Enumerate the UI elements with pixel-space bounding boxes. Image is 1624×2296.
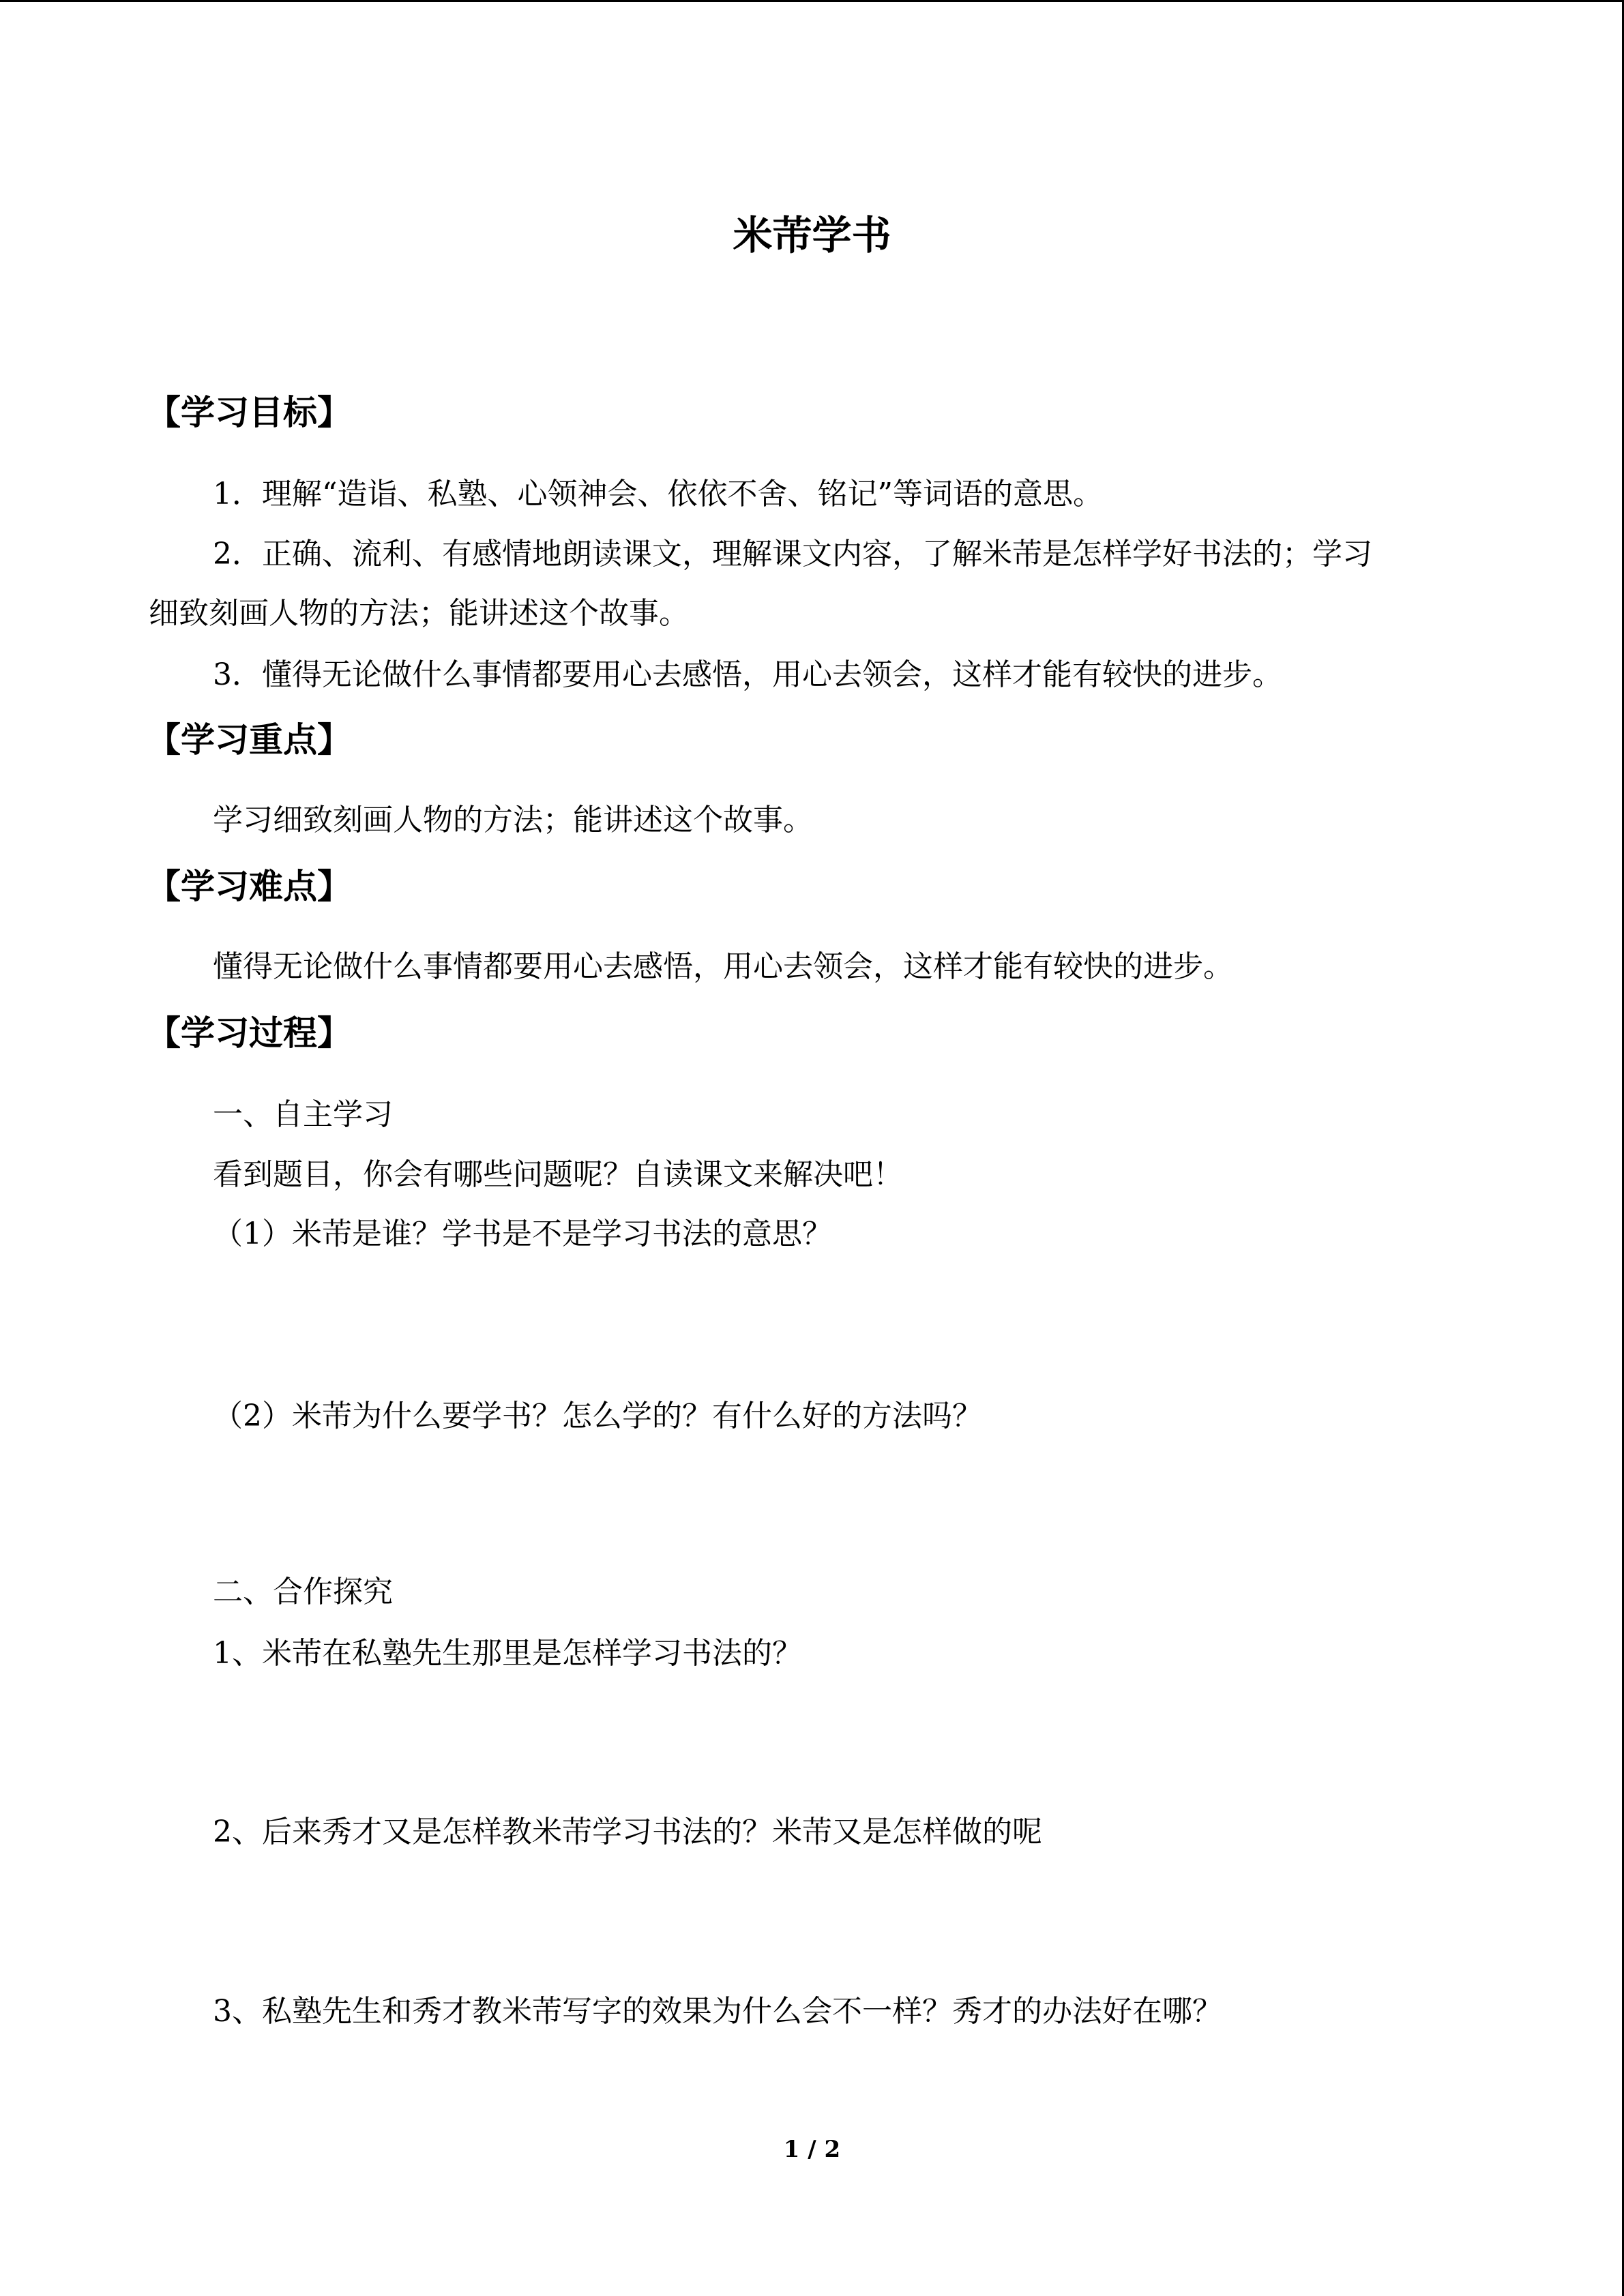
self-study-question-1: （1）米芾是谁？学书是不是学习书法的意思？	[213, 1217, 832, 1251]
process-heading: 【学习过程】	[147, 1013, 351, 1053]
cooperative-question-2: 2、后来秀才又是怎样教米芾学习书法的？米芾又是怎样做的呢	[213, 1815, 1042, 1849]
objective-item-1: 1．理解“造诣、私塾、心领神会、依依不舍、铭记”等词语的意思。	[213, 477, 1103, 511]
cooperative-question-1: 1、米芾在私塾先生那里是怎样学习书法的？	[213, 1636, 802, 1671]
key-points-text: 学习细致刻画人物的方法；能讲述这个故事。	[213, 803, 813, 837]
page-number: 1 / 2	[783, 2136, 841, 2163]
self-study-title: 一、自主学习	[213, 1097, 393, 1132]
key-points-heading: 【学习重点】	[147, 719, 351, 760]
page-top-border	[0, 0, 1624, 2]
difficulties-heading: 【学习难点】	[147, 866, 351, 906]
difficulties-text: 懂得无论做什么事情都要用心去感悟，用心去领会，这样才能有较快的进步。	[213, 949, 1233, 984]
cooperative-study-title: 二、合作探究	[213, 1575, 393, 1609]
objective-item-2-line-1: 2．正确、流利、有感情地朗读课文，理解课文内容，了解米芾是怎样学好书法的；学习	[213, 537, 1372, 571]
objectives-heading: 【学习目标】	[147, 392, 351, 432]
self-study-question-2: （2）米芾为什么要学书？怎么学的？有什么好的方法吗？	[213, 1399, 982, 1433]
objective-item-2-line-2: 细致刻画人物的方法；能讲述这个故事。	[149, 596, 689, 631]
objective-item-3: 3．懂得无论做什么事情都要用心去感悟，用心去领会，这样才能有较快的进步。	[213, 657, 1282, 692]
cooperative-question-3: 3、私塾先生和秀才教米芾写字的效果为什么会不一样？秀才的办法好在哪？	[213, 1994, 1222, 2029]
document-title: 米芾学书	[733, 212, 891, 258]
self-study-intro: 看到题目，你会有哪些问题呢？自读课文来解决吧！	[213, 1157, 903, 1192]
